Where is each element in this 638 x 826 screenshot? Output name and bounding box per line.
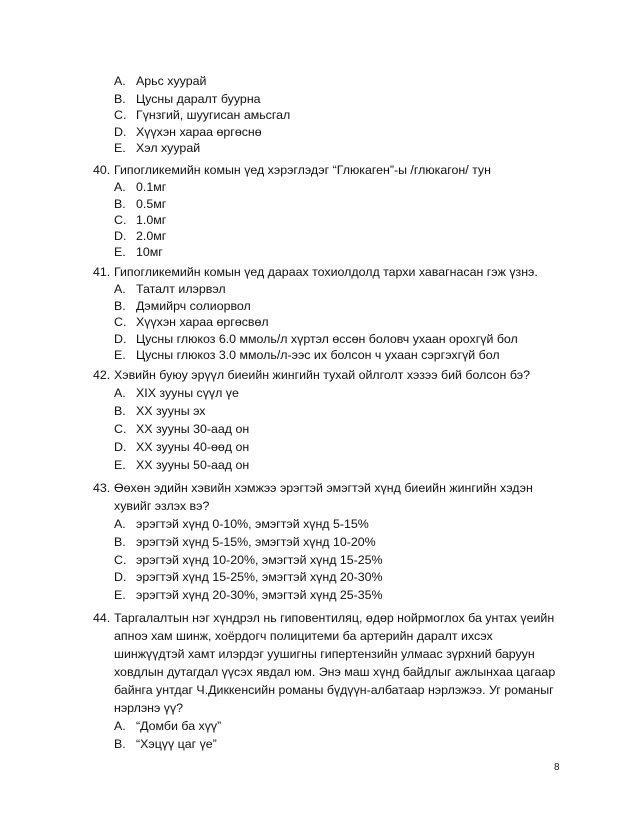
option-text: Хэл хуурай xyxy=(136,141,201,155)
option-letter: A. xyxy=(114,74,126,88)
option-letter: A. xyxy=(114,719,126,733)
question-number: 41. xyxy=(93,265,111,279)
option-letter: D. xyxy=(114,332,127,346)
option-text: “Домби ба хүү” xyxy=(136,719,222,733)
option-letter: E. xyxy=(114,141,126,155)
option-letter: B. xyxy=(114,92,126,106)
option-letter: A. xyxy=(114,517,126,531)
question-text: ховдлын дутагдал үүсэх явдал юм. Энэ маш хүнд байдлыг ажлынхаа цагаар xyxy=(114,665,556,679)
question-number: 43. xyxy=(93,481,111,495)
option-letter: D. xyxy=(114,229,127,243)
option-text: 0.5мг xyxy=(136,197,167,211)
question-number: 44. xyxy=(93,611,111,625)
question-number: 42. xyxy=(93,368,111,382)
option-text: XX зууны эх xyxy=(136,404,206,418)
option-text: Гүнзгий, шуугисан амьсгал xyxy=(136,108,291,122)
option-letter: D. xyxy=(114,125,127,139)
question-text: Өөхөн эдийн хэвийн хэмжээ эрэгтэй эмэгтэй хүнд биеийн жингийн хэдэн xyxy=(114,481,533,495)
option-text: Цусны глюкоз 6.0 ммоль/л хүртэл өссөн боловч ухаан орохгүй бол xyxy=(136,332,518,346)
question-text: Таргалалтын нэг хүндрэл нь гиповентиляц, өдөр нойрмоглох ба унтах үеийн xyxy=(114,611,555,625)
option-letter: C. xyxy=(114,315,127,329)
option-text: Цусны глюкоз 3.0 ммоль/л-ээс их болсон ч ухаан сэргэхгүй бол xyxy=(136,348,500,362)
option-text: эрэгтэй хүнд 5-15%, эмэгтэй хүнд 10-20% xyxy=(136,535,376,549)
option-letter: E. xyxy=(114,245,126,259)
option-text: 10мг xyxy=(136,245,163,259)
option-text: Хүүхэн хараа өргөснө xyxy=(136,125,262,139)
question-text: хувийг эзлэх вэ? xyxy=(114,499,210,513)
option-text: эрэгтэй хүнд 15-25%, эмэгтэй хүнд 20-30% xyxy=(136,570,383,584)
option-letter: D. xyxy=(114,570,127,584)
option-text: эрэгтэй хүнд 10-20%, эмэгтэй хүнд 15-25% xyxy=(136,553,383,567)
option-letter: E. xyxy=(114,588,126,602)
question-text: байнга унтдаг Ч.Диккенсийн романы бүдүүн-албатаар нэрлэжээ. Уг романыг xyxy=(114,683,554,697)
option-text: XIX зууны сүүл үе xyxy=(136,386,239,400)
option-text: Хүүхэн хараа өргөсвөл xyxy=(136,315,269,329)
option-text: эрэгтэй хүнд 0-10%, эмэгтэй хүнд 5-15% xyxy=(136,517,369,531)
option-letter: A. xyxy=(114,386,126,400)
question-text: Гипогликемийн комын үед дараах тохиолдолд тархи хавагнасан гэж үзнэ. xyxy=(114,265,538,279)
option-letter: B. xyxy=(114,404,126,418)
option-text: эрэгтэй хүнд 20-30%, эмэгтэй хүнд 25-35% xyxy=(136,588,383,602)
option-text: “Хэцүү цаг үе” xyxy=(136,737,217,751)
option-text: Арьс хуурай xyxy=(136,74,207,88)
option-letter: B. xyxy=(114,197,126,211)
option-text: XX зууны 30-аад он xyxy=(136,422,250,436)
question-number: 40. xyxy=(93,163,111,177)
option-letter: C. xyxy=(114,553,127,567)
option-text: 0.1мг xyxy=(136,180,167,194)
option-letter: B. xyxy=(114,299,126,313)
option-letter: B. xyxy=(114,737,126,751)
option-letter: B. xyxy=(114,535,126,549)
option-letter: E. xyxy=(114,348,126,362)
option-letter: C. xyxy=(114,422,127,436)
option-text: 2.0мг xyxy=(136,229,167,243)
option-text: Дэмийрч солиорвол xyxy=(136,299,251,313)
page-number: 8 xyxy=(554,762,560,773)
option-letter: C. xyxy=(114,108,127,122)
option-letter: D. xyxy=(114,440,127,454)
option-text: XX зууны 50-аад он xyxy=(136,458,250,472)
option-letter: A. xyxy=(114,180,126,194)
question-text: Гипогликемийн комын үед хэрэглэдэг “Глюкаген”-ы /глюкагон/ тун xyxy=(114,163,491,177)
question-text: Хэвийн буюу эрүүл биеийн жингийн тухай ойлголт хэзээ бий болсон бэ? xyxy=(114,368,530,382)
option-text: XX зууны 40-өөд он xyxy=(136,440,250,454)
option-text: 1.0мг xyxy=(136,213,167,227)
option-letter: E. xyxy=(114,458,126,472)
option-letter: C. xyxy=(114,213,127,227)
option-letter: A. xyxy=(114,282,126,296)
question-text: шинжүүдтэй хамт илэрдэг уушигны гипертензийн улмаас зүрхний баруун xyxy=(114,647,535,661)
question-text: апноэ хам шинж, хоёрдогч полицитеми ба артерийн даралт ихсэх xyxy=(114,629,493,643)
option-text: Таталт илэрвэл xyxy=(136,282,226,296)
question-text: нэрлэнэ үү? xyxy=(114,701,184,715)
option-text: Цусны даралт буурна xyxy=(136,92,261,106)
